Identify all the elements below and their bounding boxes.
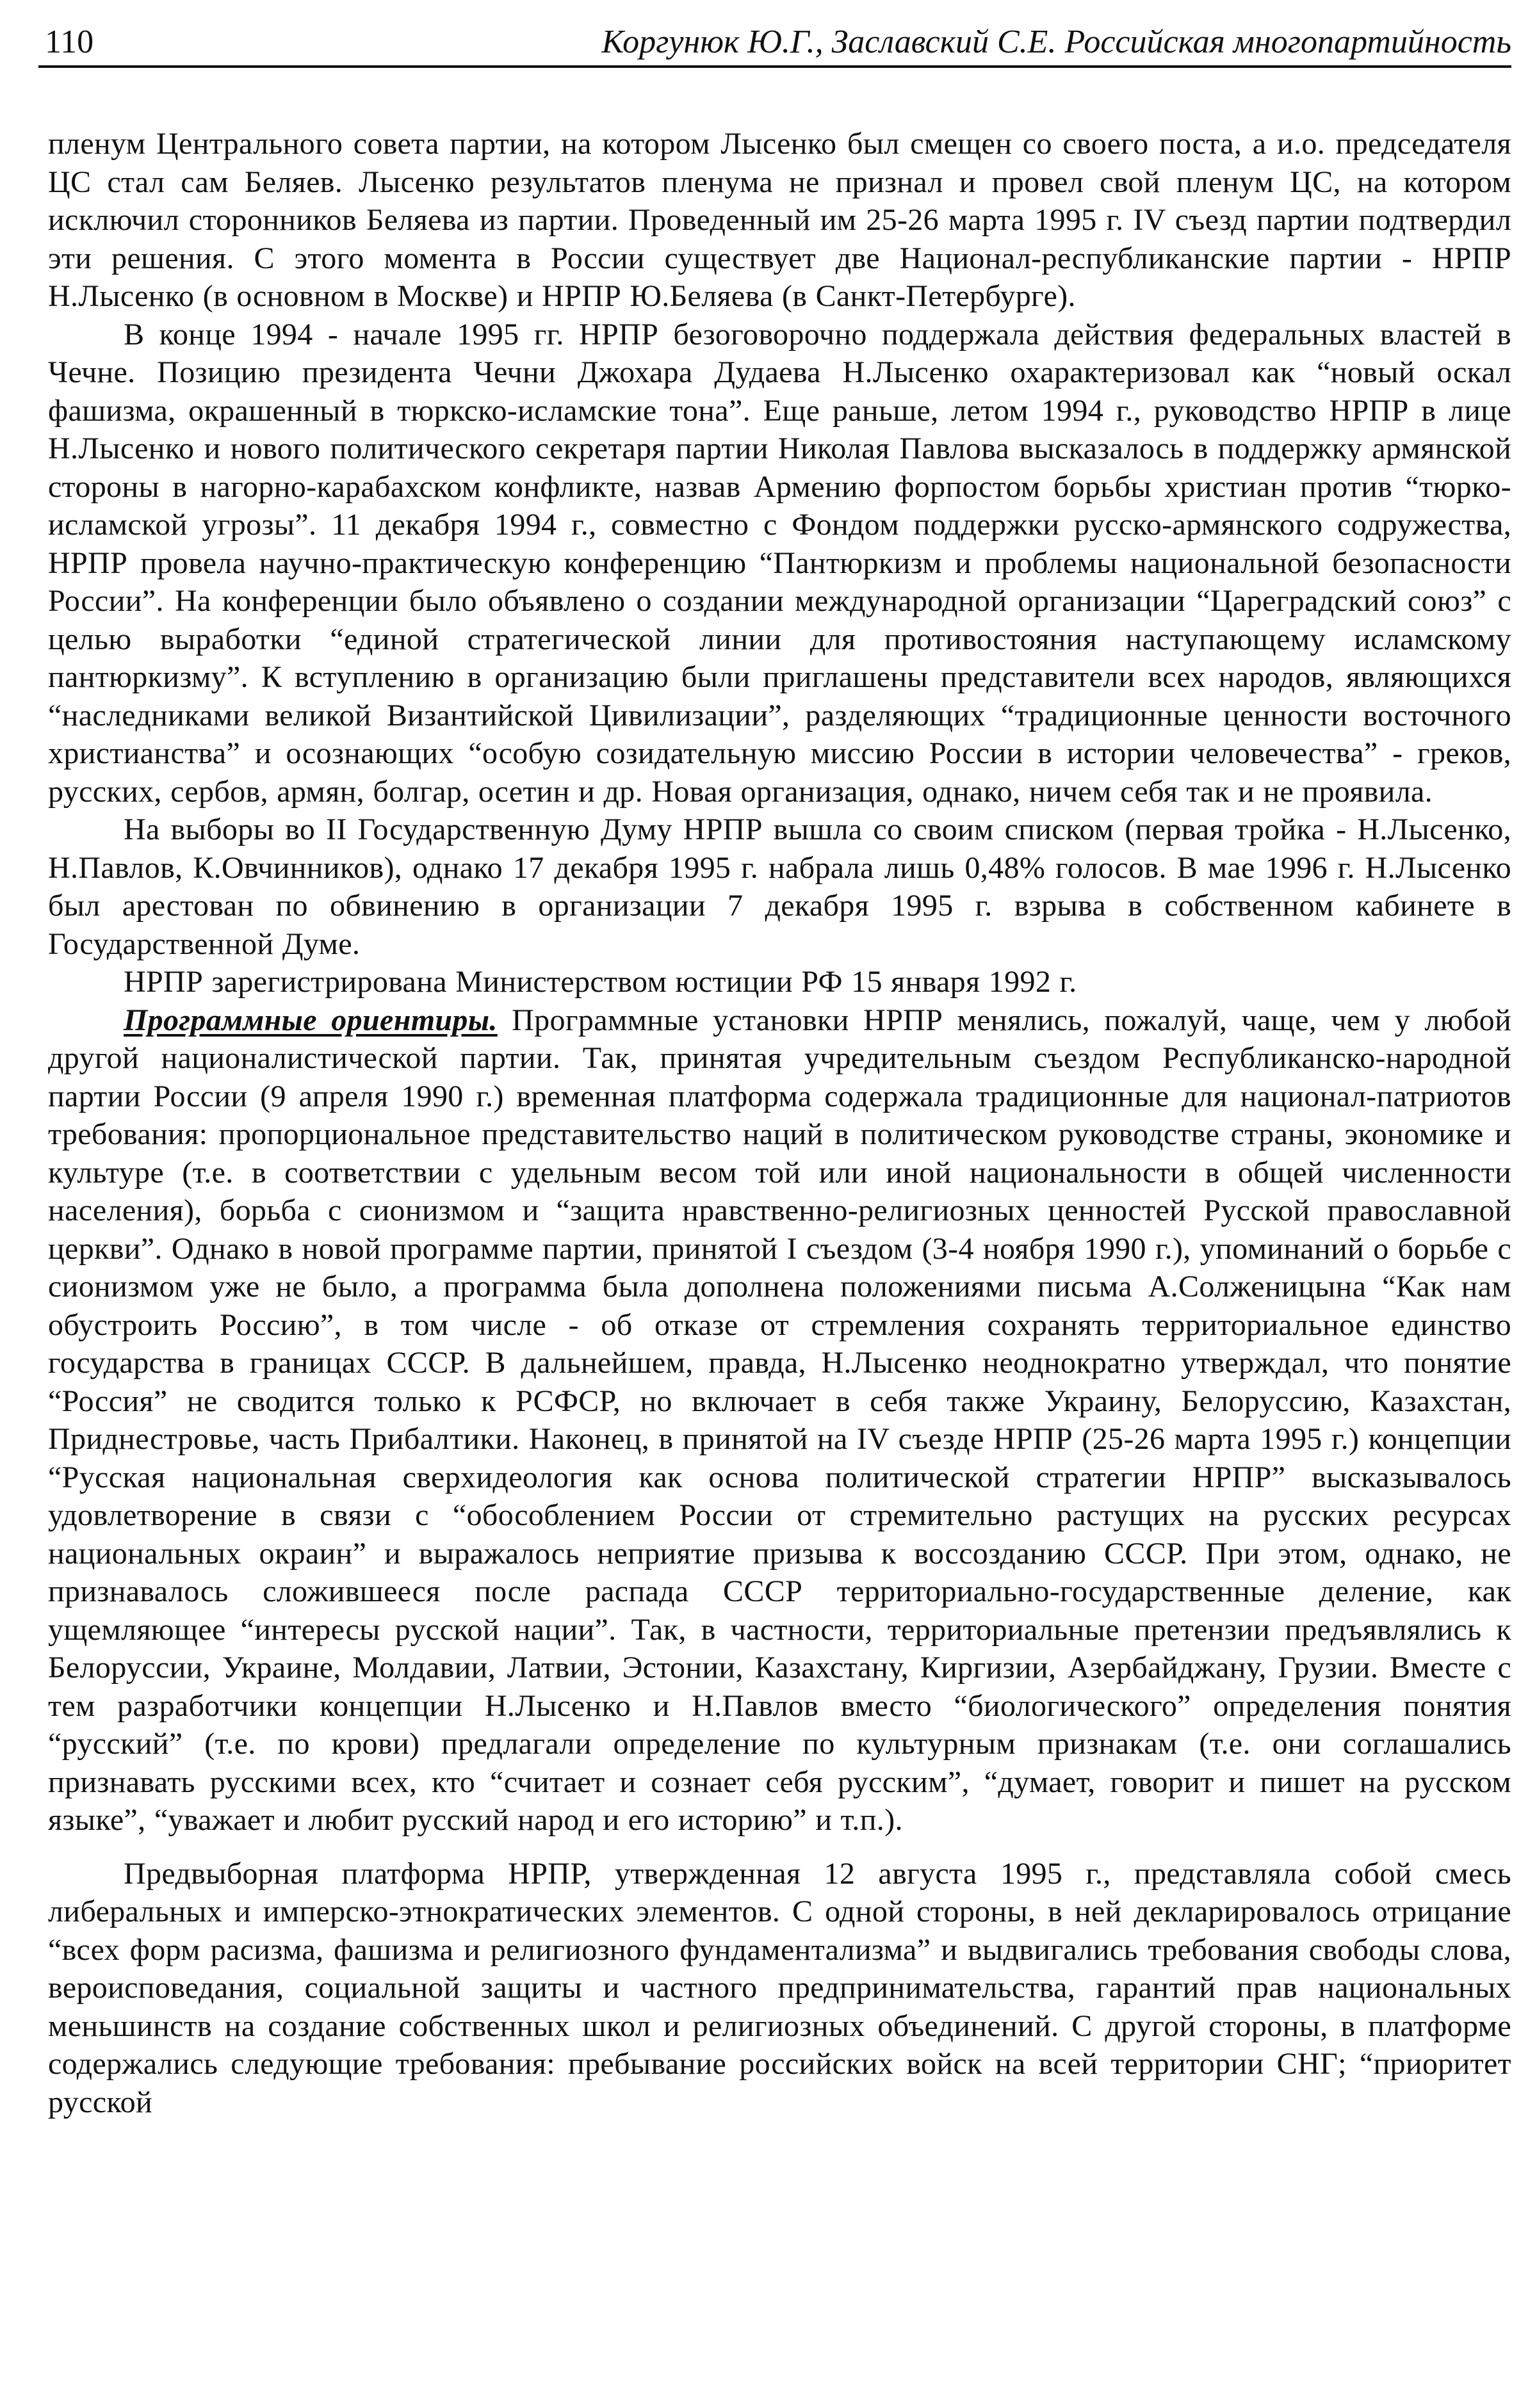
section-run-in-heading: Программные ориентиры. (124, 1003, 498, 1037)
body-text (48, 125, 1511, 2121)
paragraph-platform (48, 1855, 1511, 2122)
paragraph-text: НРПР зарегистрирована Министерством юстиции РФ 15 января 1992 г. (124, 965, 1077, 999)
paragraph-text: Программные установки НРПР менялись, пожалуй, чаще, чем у любой другой националистической партии. Так, принятая учредительным съездом Республиканско-народной партии России (9 апреля 1990 г.) временная платформа содержала традиционные для национал-патриотов требования: пропорциональное представительство наций в политическом руководстве страны, экономике и культуре (т.е. в соответствии с удельным весом той или иной национальности в общей численности населения), борьба с сионизмом и “защита нравственно-религиозных ценностей Русской православной церкви”. Однако в новой программе партии, принятой I съездом (3-4 ноября 1990 г.), упоминаний о борьбе с сионизмом уже не было, а программа была дополнена положениями письма А.Солженицына “Как нам обустроить Россию”, в том числе - об отказе от стремления сохранять территориальное единство государства в границах СССР. В дальнейшем, правда, Н.Лысенко неоднократно утверждал, что понятие “Россия” не сводится только к РСФСР, но включает в себя также Украину, Белоруссию, Казахстан, Приднестровье, часть Прибалтики. Наконец, в принятой на IV съезде НРПР (25-26 марта 1995 г.) концепции “Русская национальная сверхидеология как основа политической стратегии НРПР” высказывалось удовлетворение в связи с “обособлением России от стремительно растущих на русских ресурсах национальных окраин” и выражалось неприятие призыва к воссозданию СССР. При этом, однако, не признавалось сложившееся после распада СССР территориально-государственные деление, как ущемляющее “интересы русской нации”. Так, в частности, территориальные претензии предъявлялись к Белоруссии, Украине, Молдавии, Латвии, Эстонии, Казахстану, Киргизии, Азербайджану, Грузии. Вместе с тем разработчики концепции Н.Лысенко и Н.Павлов вместо “биологического” определения понятия “русский” (т.е. по крови) предлагали определение по культурным признакам (т.е. они соглашались признавать русскими всех, кто “считает и сознает себя русским”, “думает, говорит и пишет на русском языке”, “уважает и любит русский народ и его историю” и т.п.). (48, 1003, 1511, 1837)
paragraph-text: На выборы во II Государственную Думу НРПР вышла со своим списком (первая тройка - Н.Лысенко, Н.Павлов, К.Овчинников), однако 17 декабря 1995 г. набрала лишь 0,48% голосов. В мае 1996 г. Н.Лысенко был арестован по обвинению в организации 7 декабря 1995 г. взрыва в собственном кабинете в Государственной Думе. (48, 812, 1511, 961)
paragraph-elections (48, 811, 1511, 963)
paragraph-text: В конце 1994 - начале 1995 гг. НРПР безоговорочно поддержала действия федеральных властей в Чечне. Позицию президента Чечни Джохара Дудаева Н.Лысенко охарактеризовал как “новый оскал фашизма, окрашенный в тюркско-исламские тона”. Еще раньше, летом 1994 г., руководство НРПР в лице Н.Лысенко и нового политического секретаря партии Николая Павлова высказалось в поддержку армянской стороны в нагорно-карабахском конфликте, назвав Армению форпостом борьбы христиан против “тюрко-исламской угрозы”. 11 декабря 1994 г., совместно с Фондом поддержки русско-армянского содружества, НРПР провела научно-практическую конференцию “Пантюркизм и проблемы национальной безопасности России”. На конференции было объявлено о создании международной организации “Цареградский союз” с целью выработки “единой стратегической линии для противостояния наступающему исламскому пантюркизму”. К вступлению в организацию были приглашены представители всех народов, являющихся “наследниками великой Византийской Цивилизации”, разделяющих “традиционные ценности восточного христианства” и осознающих “особую созидательную миссию России в истории человечества” - греков, русских, сербов, армян, болгар, осетин и др. Новая организация, однако, ничем себя так и не проявила. (48, 317, 1511, 809)
paragraph-text: пленум Центрального совета партии, на котором Лысенко был смещен со своего поста, а и.о. председателя ЦС стал сам Беляев. Лысенко результатов пленума не признал и провел свой пленум ЦС, на котором исключил сторонников Беляева из партии. Проведенный им 25-26 марта 1995 г. IV съезд партии подтвердил эти решения. С этого момента в России существует две Национал-республиканские партии - НРПР Н.Лысенко (в основном в Москве) и НРПР Ю.Беляева (в Санкт-Петербурге). (48, 127, 1511, 313)
page-number: 110 (45, 24, 94, 60)
running-title: Коргунюк Ю.Г., Заславский С.Е. Российская многопартийность (601, 24, 1511, 60)
paragraph-chechnya (48, 316, 1511, 811)
paragraph-program (48, 1001, 1511, 1839)
paragraph-continuation (48, 125, 1511, 316)
paragraph-registration (48, 963, 1511, 1001)
header-divider (38, 65, 1511, 68)
paragraph-text: Предвыборная платформа НРПР, утвержденная 12 августа 1995 г., представляла собой смесь либеральных и имперско-этнократических элементов. С одной стороны, в ней декларировалось отрицание “всех форм расизма, фашизма и религиозного фундаментализма” и выдвигались требования свободы слова, вероисповедания, социальной защиты и частного предпринимательства, гарантий прав национальных меньшинств на создание собственных школ и религиозных объединений. С другой стороны, в платформе содержались следующие требования: пребывание российских войск на всей территории СНГ; “приоритет русской (48, 1856, 1511, 2119)
page-header (38, 18, 1511, 68)
